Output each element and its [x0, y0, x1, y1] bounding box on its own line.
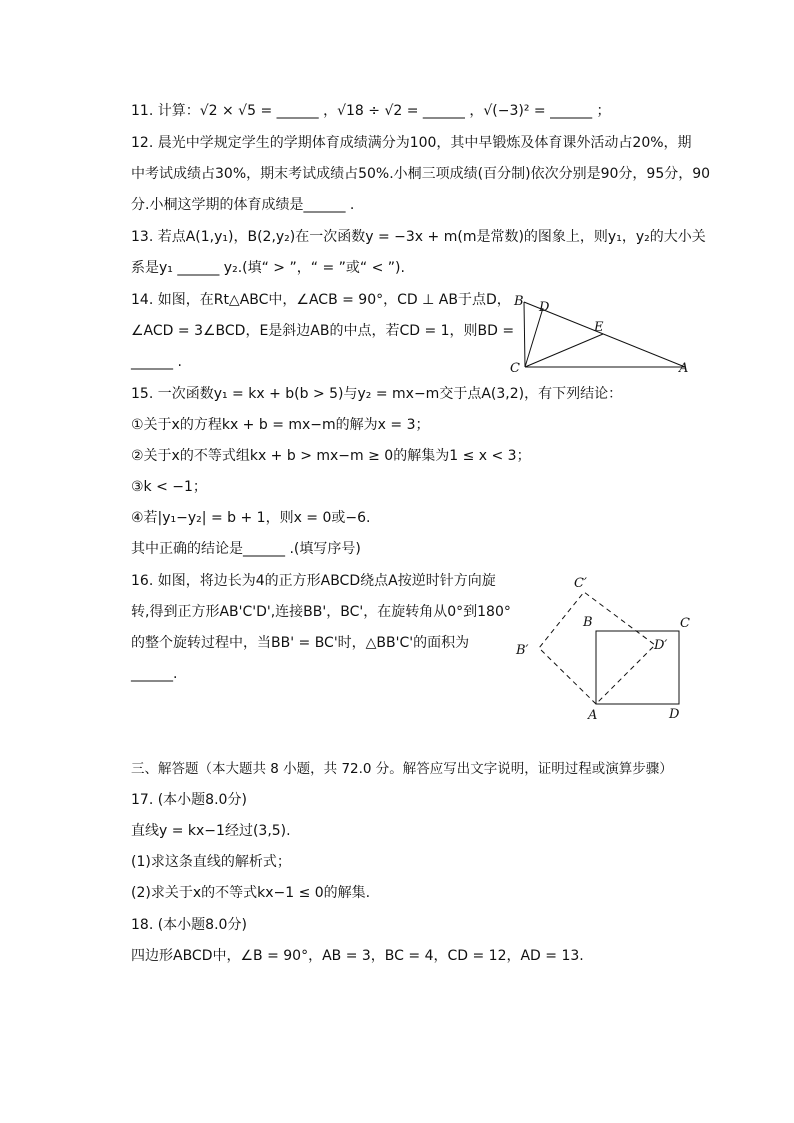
figure-16-rotated-squares — [505, 568, 705, 728]
question-14-line-1: 14. 如图，在Rt△ABC中，∠ACB = 90°，CD ⊥ AB于点D， — [131, 292, 511, 308]
label-b: B — [514, 294, 524, 309]
figure-14-triangle — [505, 290, 700, 380]
question-12-line-2: 中考试成绩占30%，期末考试成绩占50%.小桐三项成绩(百分制)依次分别是90分，95分，90 — [131, 166, 711, 182]
question-12-line-3: 分.小桐这学期的体育成绩是______ . — [131, 197, 355, 213]
question-16-line-3: 的整个旋转过程中，当BB' = BC'时，△BB'C'的面积为 — [131, 635, 470, 651]
label-e: E — [594, 320, 604, 335]
label-a: A — [679, 361, 689, 376]
question-16-line-4: ______. — [131, 666, 178, 682]
question-15-answer-line: 其中正确的结论是______ .(填写序号) — [131, 541, 361, 557]
question-14-line-3: ______ . — [131, 354, 182, 370]
label-b: B — [583, 615, 593, 630]
question-15-statement-4: ④若|y₁−y₂| = b + 1，则x = 0或−6. — [131, 510, 371, 526]
question-15-statement-2: ②关于x的不等式组kx + b > mx−m ≥ 0的解集为1 ≤ x < 3； — [131, 448, 531, 464]
label-d-prime: D′ — [654, 638, 668, 653]
label-d: D — [669, 707, 680, 722]
label-b-prime: B′ — [516, 643, 529, 658]
question-16-line-1: 16. 如图，将边长为4的正方形ABCD绕点A按逆时针方向旋 — [131, 573, 496, 589]
question-14-line-2: ∠ACD = 3∠BCD，E是斜边AB的中点，若CD = 1，则BD = — [131, 323, 515, 339]
question-15-statement-3: ③k < −1； — [131, 479, 207, 495]
question-12-line-1: 12. 晨光中学规定学生的学期体育成绩满分为100，其中早锻炼及体育课外活动占20%，期 — [131, 135, 692, 151]
segment-cd — [525, 308, 543, 367]
label-a: A — [588, 708, 598, 723]
question-17-part-2: (2)求关于x的不等式kx−1 ≤ 0的解集. — [131, 885, 371, 901]
question-15-statement-1: ①关于x的方程kx + b = mx−m的解为x = 3； — [131, 417, 430, 433]
label-c: C — [510, 361, 520, 376]
question-16-line-2: 转,得到正方形AB'C'D',连接BB'，BC'，在旋转角从0°到180° — [131, 604, 511, 620]
question-15-line-1: 15. 一次函数y₁ = kx + b(b > 5)与y₂ = mx−m交于点A(3,2)，有下列结论： — [131, 386, 623, 402]
question-11: 11. 计算：√2 × √5 = ______ ，√18 ÷ √2 = ______ ，√(−3)² = ______ ； — [131, 103, 611, 119]
section-3-title: 三、解答题（本大题共 8 小题，共 72.0 分。解答应写出文字说明，证明过程或演算步骤） — [131, 761, 673, 777]
question-17-line-1: 直线y = kx−1经过(3,5). — [131, 823, 291, 839]
question-18-header: 18. (本小题8.0分) — [131, 917, 247, 933]
square-ab'c'd' — [539, 592, 655, 704]
question-18-line-1: 四边形ABCD中，∠B = 90°，AB = 3，BC = 4，CD = 12，AD = 13. — [131, 948, 584, 964]
question-13-line-1: 13. 若点A(1,y₁)，B(2,y₂)在一次函数y = −3x + m(m是常数)的图象上，则y₁，y₂的大小关 — [131, 229, 706, 245]
question-17-part-1: (1)求这条直线的解析式； — [131, 854, 291, 870]
question-17-header: 17. (本小题8.0分) — [131, 792, 247, 808]
label-c-prime: C′ — [574, 576, 587, 591]
question-13-line-2: 系是y₁ ______ y₂.(填“ > ”，“ = ”或“ < ”). — [131, 260, 405, 276]
side-bc — [524, 302, 525, 367]
label-d: D — [539, 300, 550, 315]
label-c: C — [680, 616, 690, 631]
segment-ce — [525, 334, 603, 367]
